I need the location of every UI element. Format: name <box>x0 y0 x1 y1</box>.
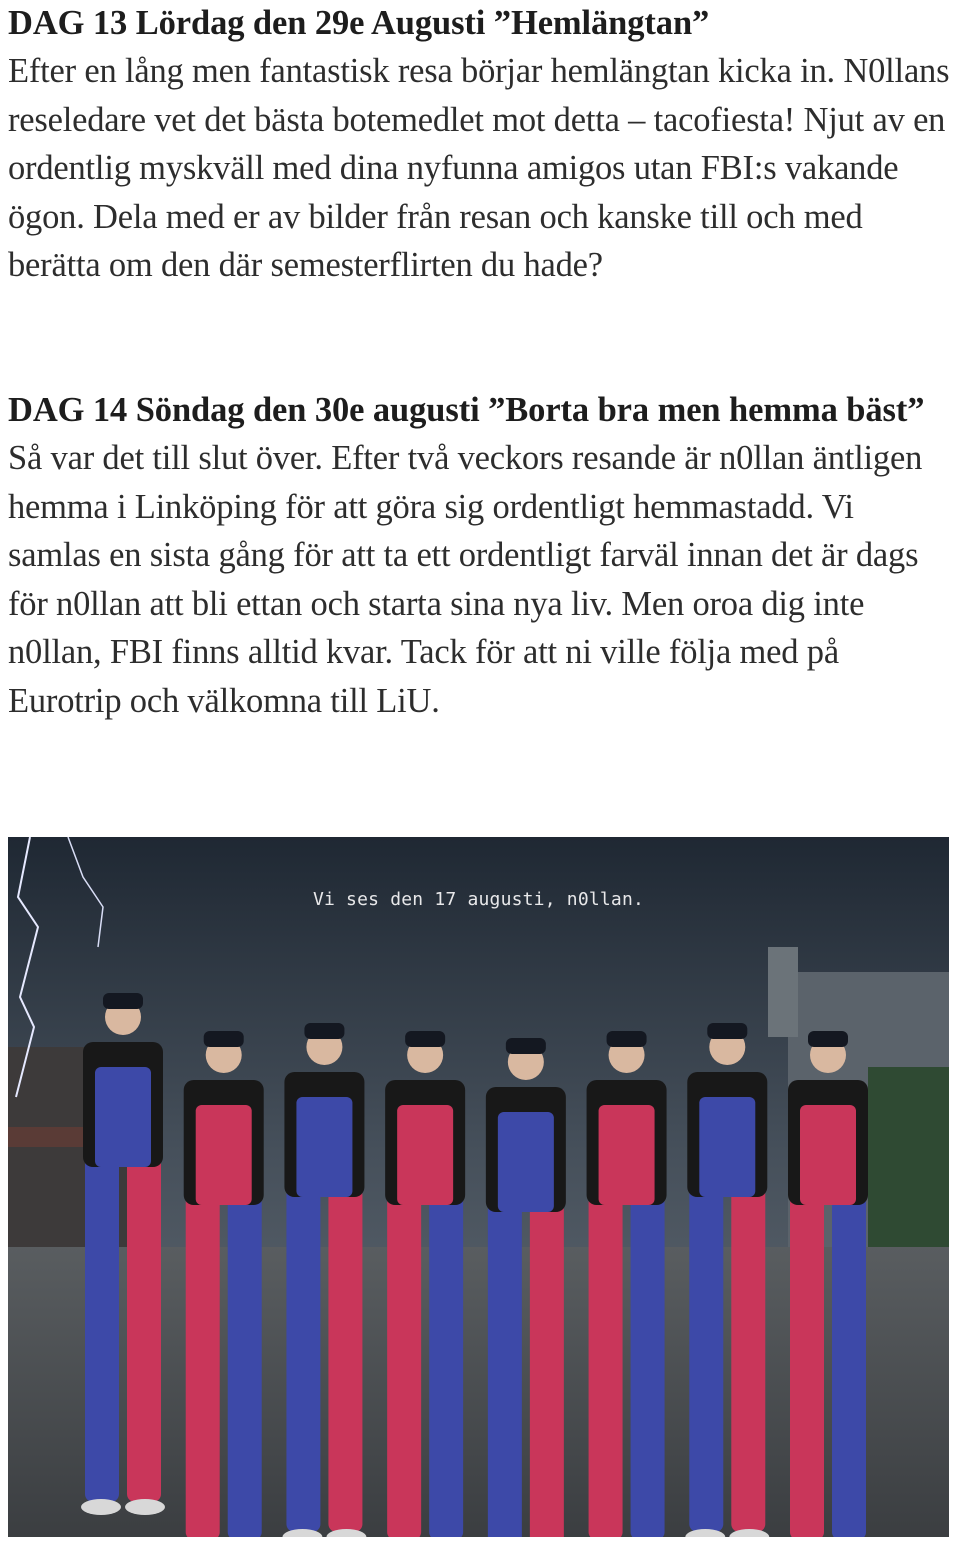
right-leg <box>530 1202 564 1537</box>
overall-bib <box>599 1105 655 1205</box>
left-leg <box>589 1195 623 1537</box>
left-leg <box>790 1195 824 1537</box>
cap <box>808 1031 848 1047</box>
cap <box>707 1023 747 1039</box>
left-leg <box>186 1195 220 1537</box>
day-14-body: Så var det till slut över. Efter två veckors resande är n0llan äntligen hemma i Linköping för att göra sig ordentligt hemmastadd. Vi samlas en sista gång för att ta ett ordentligt farväl innan det är dags för n0llan att bli ettan och starta sina nya liv. Men oroa dig inte n0llan, FBI finns alltid kvar. Tack för att ni ville följa med på Eurotrip och välkomna till LiU. <box>8 439 923 720</box>
cap <box>607 1031 647 1047</box>
cap <box>304 1023 344 1039</box>
left-leg <box>286 1187 320 1532</box>
right-leg <box>731 1187 765 1532</box>
right-leg <box>832 1195 866 1537</box>
cap <box>204 1031 244 1047</box>
left-leg <box>387 1195 421 1537</box>
right-leg <box>328 1187 362 1532</box>
cap <box>103 993 143 1009</box>
day-13-title: DAG 13 Lördag den 29e Augusti ”Hemlängtan” <box>8 4 710 42</box>
day-14-title: DAG 14 Söndag den 30e augusti ”Borta bra men hemma bäst” <box>8 391 925 429</box>
left-leg <box>488 1202 522 1537</box>
overall-bib <box>699 1097 755 1197</box>
cap <box>506 1038 546 1054</box>
cap <box>405 1031 445 1047</box>
left-leg <box>85 1157 119 1502</box>
right-leg <box>631 1195 665 1537</box>
day-13-body: Efter en lång men fantastisk resa börjar hemlängtan kicka in. N0llans reseledare vet det bästa botemedlet mot detta – tacofiesta! Njut av en ordentlig myskväll med dina nyfunna amigos utan FBI:s vakande ögon. Dela med er av bilder från resan och kanske till och med berätta om den där semesterflirten du hade? <box>8 52 950 284</box>
photo-illustration <box>8 837 949 1537</box>
left-shoe <box>81 1499 121 1515</box>
day-13-section <box>8 0 952 290</box>
tree-right <box>868 1067 949 1257</box>
right-leg <box>429 1195 463 1537</box>
overall-bib <box>800 1105 856 1205</box>
chimney <box>768 947 798 1037</box>
right-leg <box>228 1195 262 1537</box>
overall-bib <box>397 1105 453 1205</box>
day-14-section <box>8 387 952 725</box>
overall-bib <box>196 1105 252 1205</box>
right-shoe <box>125 1499 165 1515</box>
group-photo <box>8 837 949 1537</box>
right-leg <box>127 1157 161 1502</box>
overall-bib <box>498 1112 554 1212</box>
overall-bib <box>296 1097 352 1197</box>
photo-caption: Vi ses den 17 augusti, n0llan. <box>312 889 645 910</box>
overall-bib <box>95 1067 151 1167</box>
left-leg <box>689 1187 723 1532</box>
